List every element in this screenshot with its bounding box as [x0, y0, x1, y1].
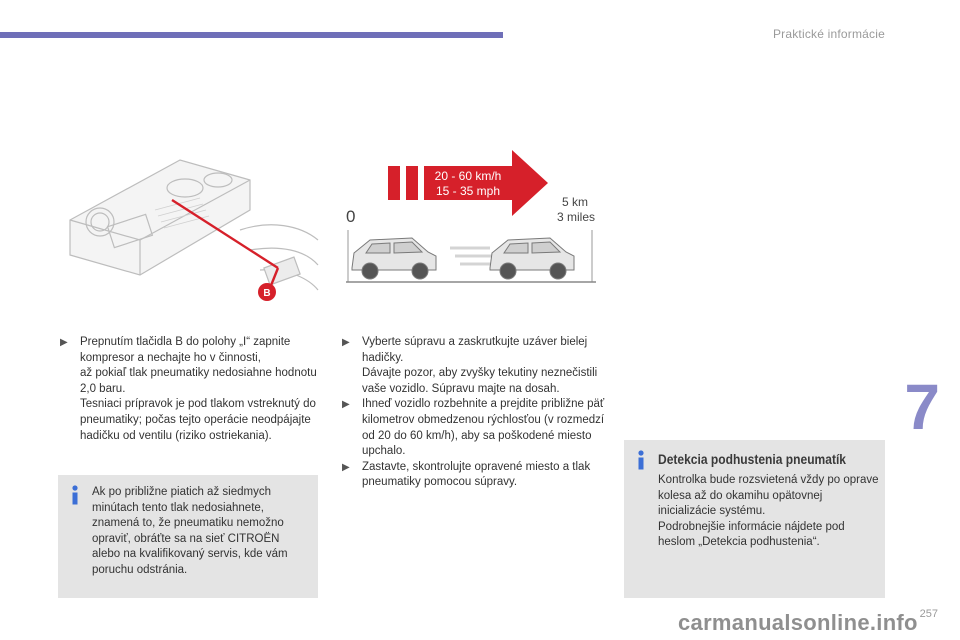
list-item — [342, 335, 607, 397]
mid-bullet-1: Vyberte súpravu a zaskrutkujte uzáver bielej hadičky. — [362, 336, 588, 364]
distance-miles: 3 miles — [557, 210, 596, 224]
mid-bullet-1b: Dávajte pozor, aby zvyšky tekutiny neznečistili vaše vozidlo. Súpravu majte na dosah. — [362, 367, 598, 395]
info-box-pressure — [58, 475, 318, 598]
button-b-label: B — [263, 288, 271, 299]
bullet-icon: ▶ — [342, 461, 350, 473]
info-icon — [634, 450, 648, 470]
left-paragraph-2: až pokiaľ tlak pneumatiky nedosiahne hodnotu 2,0 baru. — [80, 367, 317, 395]
info-paragraph-2: Podrobnejšie informácie nájdete pod heslom „Detekcia podhustenia“. — [658, 520, 845, 549]
driving-speed-illustration — [340, 148, 602, 288]
section-title: Praktické informácie — [772, 27, 885, 41]
left-instructions — [60, 335, 322, 444]
car-start-icon — [352, 238, 436, 279]
mid-bullet-2: Ihneď vozidlo rozbehnite a prejdite približne päť kilometrov obmedzenou rýchlosťou (v rozmedzí od 20 do 60 km/h), aby sa poškodené miesto upchalo. — [362, 398, 605, 458]
bullet-icon: ▶ — [342, 337, 350, 348]
info-box-underinflation — [624, 440, 885, 598]
bullet-icon: ▶ — [342, 399, 350, 411]
list-item — [342, 397, 607, 459]
list-item — [342, 460, 607, 491]
info-icon — [68, 485, 82, 505]
distance-km: 5 km — [562, 195, 589, 209]
chapter-number: 7 — [904, 371, 940, 443]
info-box-pressure-text: Ak po približne piatich až siedmych minútach tento tlak nedosiahnete, znamená to, že pneumatiku nemožno opraviť, obráťte sa na sieť CITROËN alebo na kvalifikovaný servis, kde vám poruchu odstránia. — [92, 486, 288, 576]
speed-kmh: 20 - 60 km/h — [434, 169, 502, 183]
list-item — [60, 335, 322, 444]
left-bullet-text: Prepnutím tlačidla B do polohy „I“ zapnite kompresor a nechajte ho v činnosti, — [80, 336, 291, 364]
mid-bullet-3: Zastavte, skontrolujte opravené miesto a tlak pneumatiky pomocou súpravy. — [362, 460, 591, 489]
info-box-title: Detekcia podhustenia pneumatík — [658, 451, 847, 467]
info-box-underinflation-text — [658, 473, 880, 551]
info-paragraph-1: Kontrolka bude rozsvietená vždy po oprave kolesa až do okamihu opätovnej inicializácie systému. — [658, 474, 879, 518]
car-moving-icon — [490, 238, 574, 279]
header-accent-bar — [0, 32, 503, 38]
distance-start: 0 — [346, 207, 356, 226]
middle-instructions — [342, 335, 607, 491]
bullet-icon: ▶ — [60, 337, 68, 348]
left-paragraph-3: Tesniaci prípravok je pod tlakom vstreknutý do pneumatiky; počas tejto operácie neodpájajte hadičku od ventilu (riziko ostriekania). — [80, 398, 316, 442]
speed-mph: 15 - 35 mph — [435, 184, 501, 198]
compressor-illustration — [60, 150, 320, 310]
page-number: 257 — [919, 608, 938, 620]
watermark: carmanualsonline.info — [678, 610, 918, 635]
